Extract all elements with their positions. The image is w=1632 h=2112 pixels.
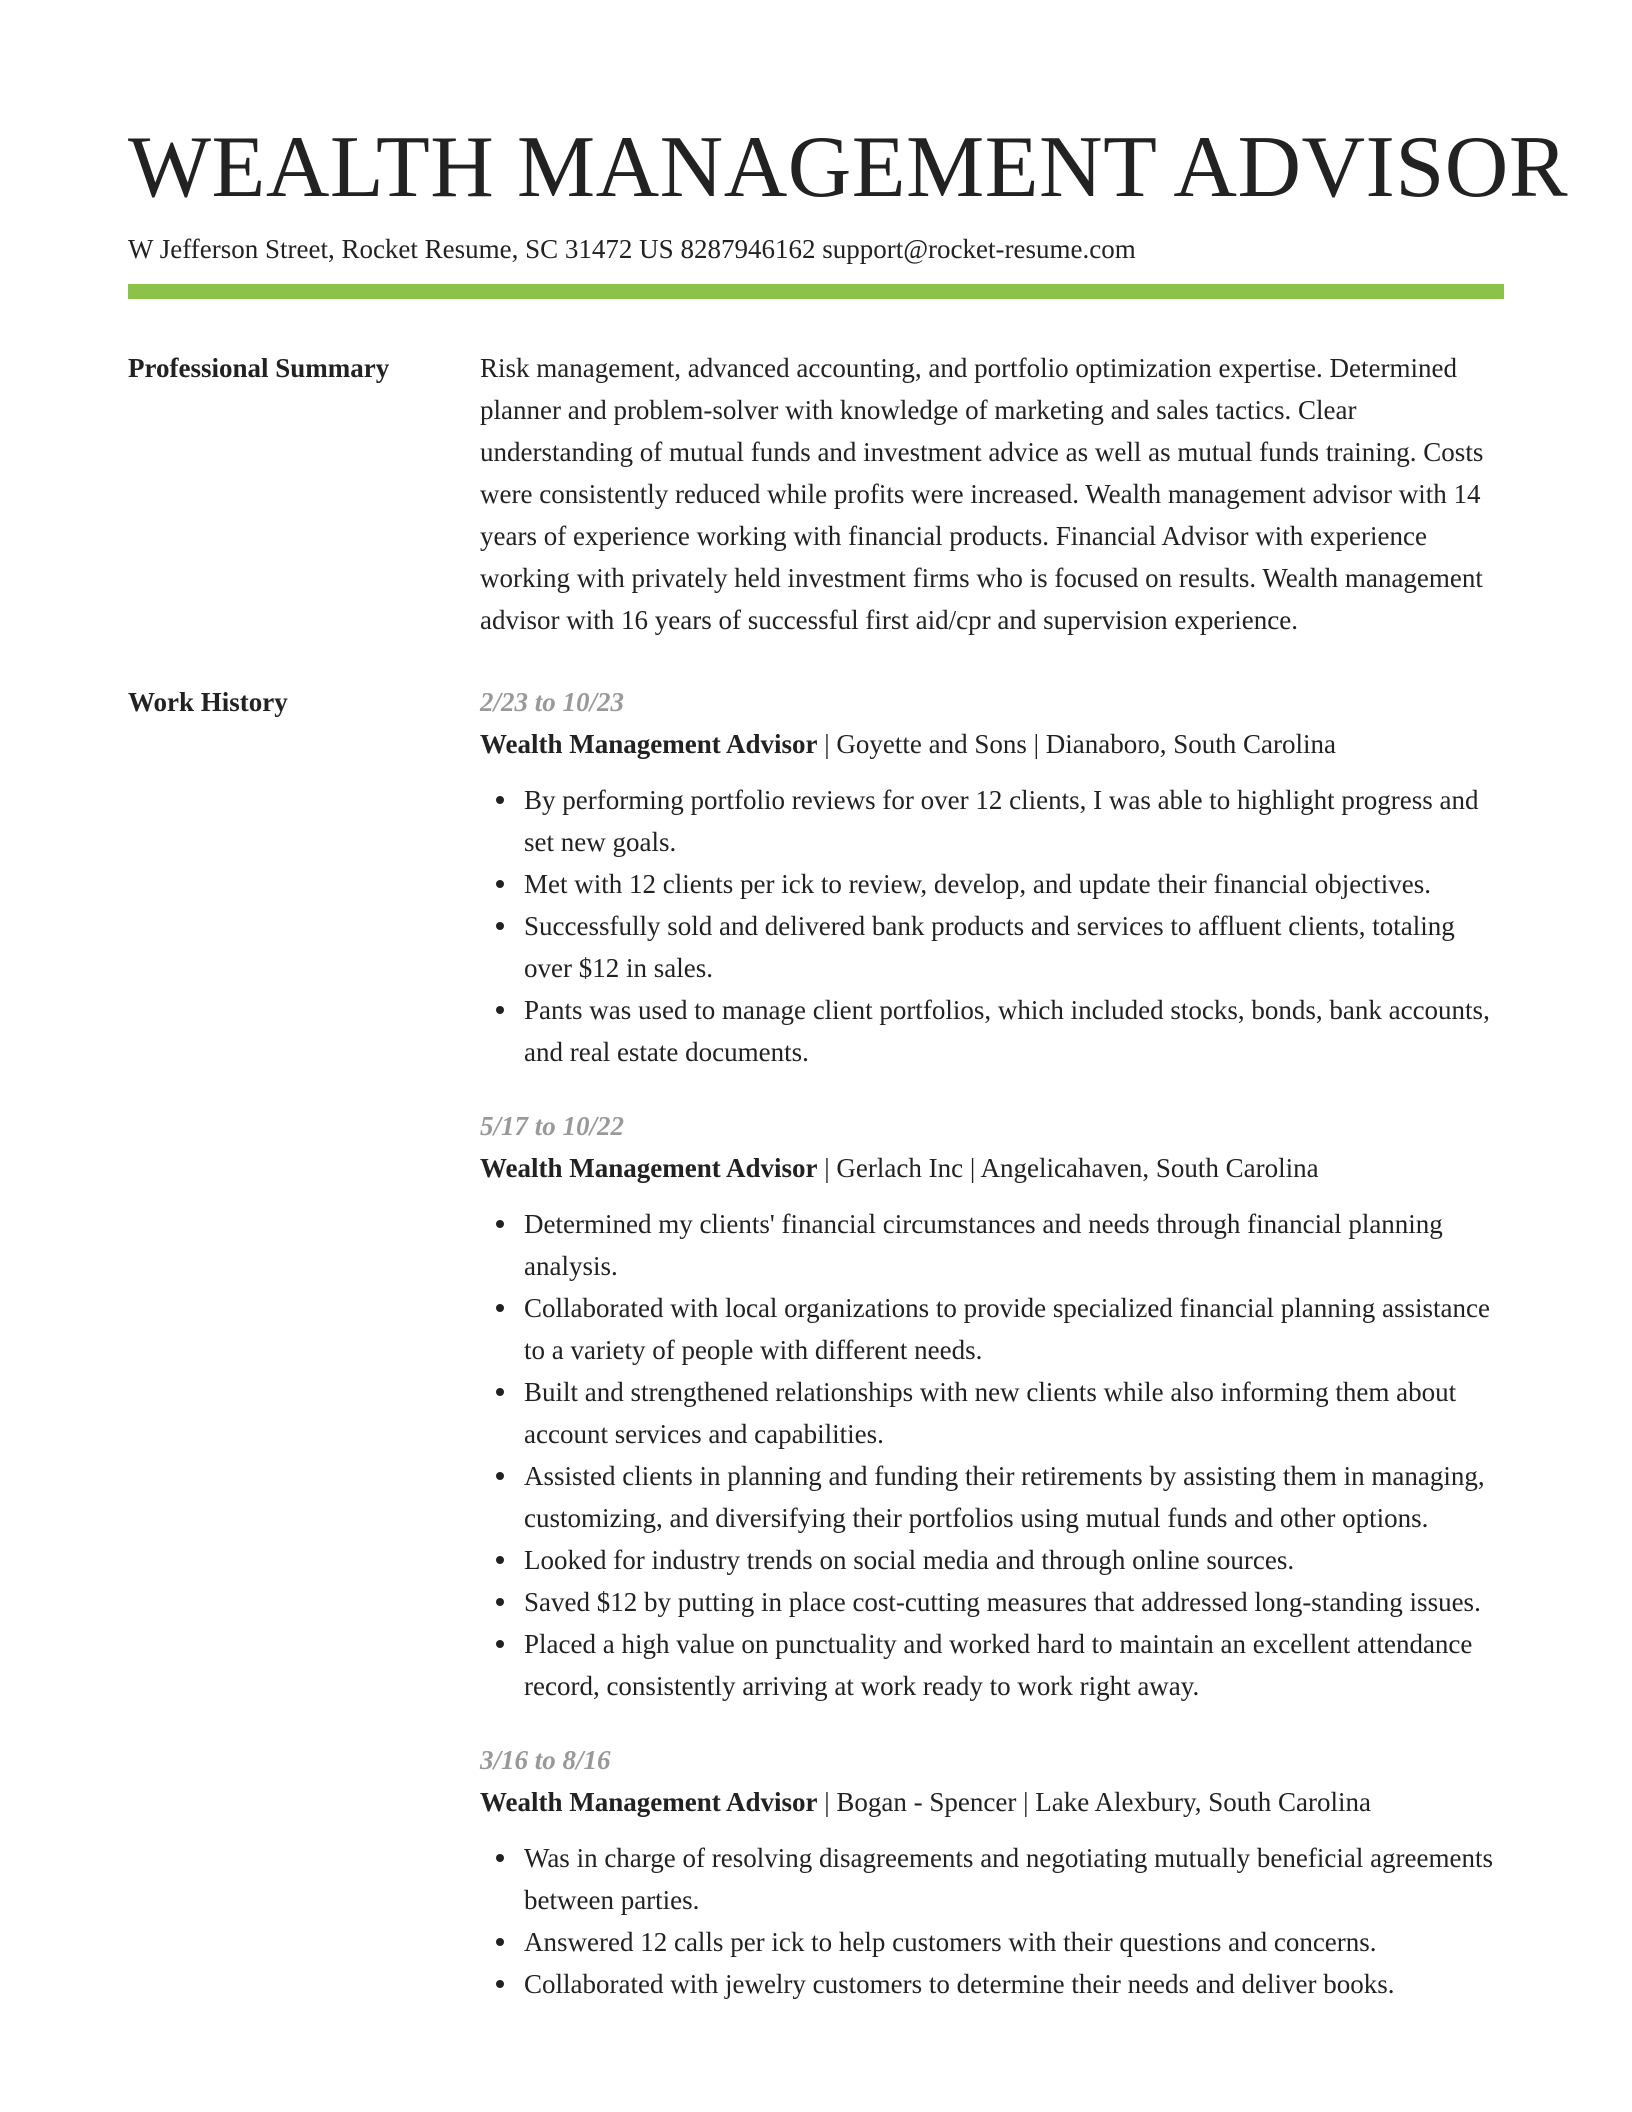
professional-summary-section xyxy=(128,347,1504,641)
job-entry xyxy=(480,681,1504,1073)
job-entry xyxy=(480,1739,1504,2005)
job-bullet: Was in charge of resolving disagreements and negotiating mutually beneficial agreements between parties. xyxy=(524,1837,1504,1921)
summary-body xyxy=(480,347,1504,641)
accent-rule xyxy=(128,284,1504,299)
job-bullet: Successfully sold and delivered bank products and services to affluent clients, totaling over $12 in sales. xyxy=(524,905,1504,989)
job-employer-location: | Goyette and Sons | Dianaboro, South Carolina xyxy=(817,729,1336,759)
job-bullet: Saved $12 by putting in place cost-cutting measures that addressed long-standing issues. xyxy=(524,1581,1504,1623)
job-dates: 3/16 to 8/16 xyxy=(480,1745,611,1775)
job-bullet: Collaborated with jewelry customers to determine their needs and deliver books. xyxy=(524,1963,1504,2005)
job-title: Wealth Management Advisor xyxy=(480,1153,818,1183)
contact-info: W Jefferson Street, Rocket Resume, SC 31472 US 8287946162 support@rocket-resume.com xyxy=(128,234,1136,264)
job-bullet-list xyxy=(480,1837,1504,2005)
job-bullet: Determined my clients' financial circumstances and needs through financial planning analysis. xyxy=(524,1203,1504,1287)
job-dates: 2/23 to 10/23 xyxy=(480,687,625,717)
job-bullet: Placed a high value on punctuality and worked hard to maintain an excellent attendance record, consistently arriving at work ready to work right away. xyxy=(524,1623,1504,1707)
work-history-section xyxy=(128,681,1504,2037)
job-entry xyxy=(480,1105,1504,1707)
job-bullet: Pants was used to manage client portfolios, which included stocks, bonds, bank accounts, and real estate documents. xyxy=(524,989,1504,1073)
job-heading xyxy=(480,1781,1504,1823)
job-bullet: Met with 12 clients per ick to review, develop, and update their financial objectives. xyxy=(524,863,1504,905)
job-heading xyxy=(480,1147,1504,1189)
work-history-body xyxy=(480,681,1504,2037)
job-title: Wealth Management Advisor xyxy=(480,1787,818,1817)
resume-name: WEALTH MANAGEMENT ADVISOR xyxy=(128,119,1569,216)
job-bullet: Collaborated with local organizations to provide specialized financial planning assistance to a variety of people with different needs. xyxy=(524,1287,1504,1371)
job-bullet-list xyxy=(480,1203,1504,1707)
section-title-work: Work History xyxy=(128,687,288,717)
summary-text: Risk management, advanced accounting, and portfolio optimization expertise. Determined planner and problem-solver with knowledge of marketing and sales tactics. Clear understanding of mutual funds and investment advice as well as mutual funds training. Costs were consistently reduced while profits were increased. Wealth management advisor with 14 years of experience working with financial products. Financial Advisor with experience working with privately held investment firms who is focused on results. Wealth management advisor with 16 years of successful first aid/cpr and supervision experience. xyxy=(480,353,1484,635)
job-bullet: Looked for industry trends on social media and through online sources. xyxy=(524,1539,1504,1581)
resume-page xyxy=(128,0,1569,2037)
section-title-summary: Professional Summary xyxy=(128,353,390,383)
job-bullet: Built and strengthened relationships with new clients while also informing them about account services and capabilities. xyxy=(524,1371,1504,1455)
job-bullet-list xyxy=(480,779,1504,1073)
job-bullet: Answered 12 calls per ick to help customers with their questions and concerns. xyxy=(524,1921,1504,1963)
job-bullet: Assisted clients in planning and funding their retirements by assisting them in managing, customizing, and diversifying their portfolios using mutual funds and other options. xyxy=(524,1455,1504,1539)
job-employer-location: | Bogan - Spencer | Lake Alexbury, South Carolina xyxy=(817,1787,1371,1817)
job-employer-location: | Gerlach Inc | Angelicahaven, South Carolina xyxy=(817,1153,1319,1183)
job-heading xyxy=(480,723,1504,765)
job-title: Wealth Management Advisor xyxy=(480,729,818,759)
job-bullet: By performing portfolio reviews for over 12 clients, I was able to highlight progress and set new goals. xyxy=(524,779,1504,863)
job-dates: 5/17 to 10/22 xyxy=(480,1111,625,1141)
